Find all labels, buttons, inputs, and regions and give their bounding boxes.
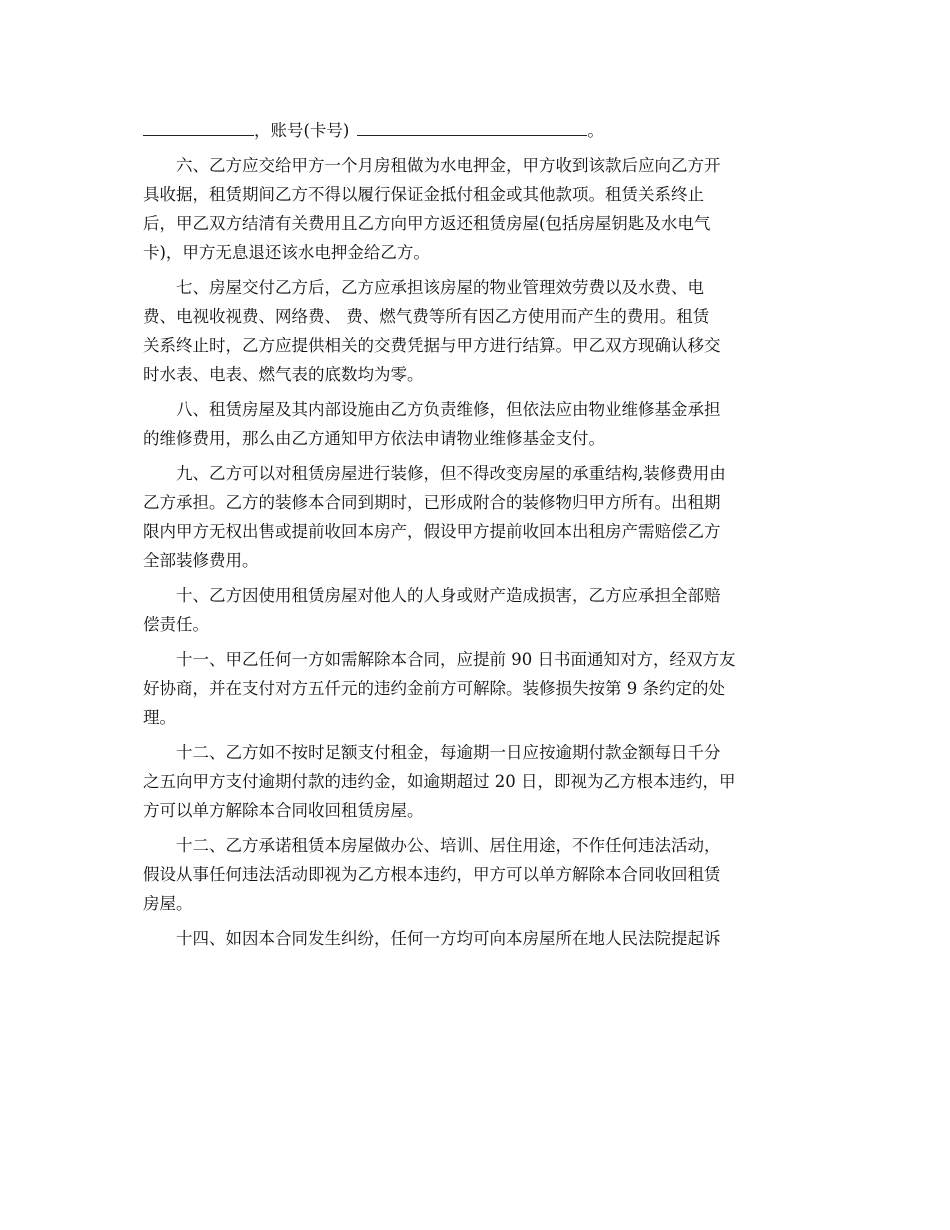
clause-line: 好协商，并在支付对方五仟元的违约金前方可解除。装修损失按第 9 条约定的处 xyxy=(143,679,725,698)
clause-line: 十一、甲乙任何一方如需解除本合同，应提前 90 日书面通知对方，经双方友 xyxy=(176,650,736,669)
clause-line: 全部装修费用。 xyxy=(143,551,259,570)
clause-line: 七、房屋交付乙方后，乙方应承担该房屋的物业管理效劳费以及水费、电 xyxy=(176,278,704,297)
clause-nine xyxy=(143,459,809,575)
account-number-label: ，账号(卡号) xyxy=(254,121,350,140)
blank-underline xyxy=(143,118,254,136)
clause-eight xyxy=(143,395,809,453)
clause-line: 卡)，甲方无息退还该水电押金给乙方。 xyxy=(143,243,430,262)
clause-line: 十二、乙方承诺租赁本房屋做办公、培训、居住用途，不作任何违法活动， xyxy=(176,836,721,855)
clause-line: 具收据，租赁期间乙方不得以履行保证金抵付租金或其他款项。租赁关系终止 xyxy=(143,185,704,204)
clause-line: 后，甲乙双方结清有关费用且乙方向甲方返还租赁房屋(包括房屋钥匙及水电气 xyxy=(143,214,711,233)
clause-line: 房屋。 xyxy=(143,894,193,913)
clause-ten xyxy=(143,581,809,639)
clause-twelve-b xyxy=(143,831,809,918)
clause-twelve xyxy=(143,738,809,825)
clause-line: 六、乙方应交给甲方一个月房租做为水电押金，甲方收到该款后应向乙方开 xyxy=(176,156,721,175)
clause-line: 时水表、电表、燃气表的底数均为零。 xyxy=(143,365,424,384)
clause-line: 假设从事任何违法活动即视为乙方根本违约，甲方可以单方解除本合同收回租赁 xyxy=(143,865,721,884)
clause-line: 乙方承担。乙方的装修本合同到期时，已形成附合的装修物归甲方所有。出租期 xyxy=(143,493,721,512)
clause-line: 关系终止时，乙方应提供相关的交费凭据与甲方进行结算。甲乙双方现确认移交 xyxy=(143,336,721,355)
clause-line: 八、租赁房屋及其内部设施由乙方负责维修，但依法应由物业维修基金承担 xyxy=(176,400,721,419)
clause-line: 十四、如因本合同发生纠纷，任何一方均可向本房屋所在地人民法院提起诉 xyxy=(176,929,721,948)
clause-line: 九、乙方可以对租赁房屋进行装修，但不得改变房屋的承重结构,装修费用由 xyxy=(176,464,726,483)
account-number-row xyxy=(143,116,809,145)
clause-line: 限内甲方无权出售或提前收回本房产，假设甲方提前收回本出租房产需赔偿乙方 xyxy=(143,522,721,541)
clause-eleven xyxy=(143,645,809,732)
clause-line: 之五向甲方支付逾期付款的违约金，如逾期超过 20 日，即视为乙方根本违约，甲 xyxy=(143,772,736,791)
clause-line: 十二、乙方如不按时足额支付租金，每逾期一日应按逾期付款金额每日千分 xyxy=(176,743,721,762)
sentence-end: 。 xyxy=(587,121,604,140)
clause-line: 方可以单方解除本合同收回租赁房屋。 xyxy=(143,801,424,820)
clause-line: 理。 xyxy=(143,708,176,727)
clause-line: 费、电视收视费、网络费、 费、燃气费等所有因乙方使用而产生的费用。租赁 xyxy=(143,307,710,326)
clause-fourteen xyxy=(143,924,809,953)
clause-line: 十、乙方因使用租赁房屋对他人的人身或财产造成损害，乙方应承担全部赔 xyxy=(176,586,721,605)
contract-body xyxy=(143,116,809,953)
clause-line: 的维修费用，那么由乙方通知甲方依法申请物业维修基金支付。 xyxy=(143,429,605,448)
clause-seven xyxy=(143,273,809,389)
clause-six xyxy=(143,151,809,267)
clause-line: 偿责任。 xyxy=(143,615,209,634)
blank-underline xyxy=(357,118,587,136)
